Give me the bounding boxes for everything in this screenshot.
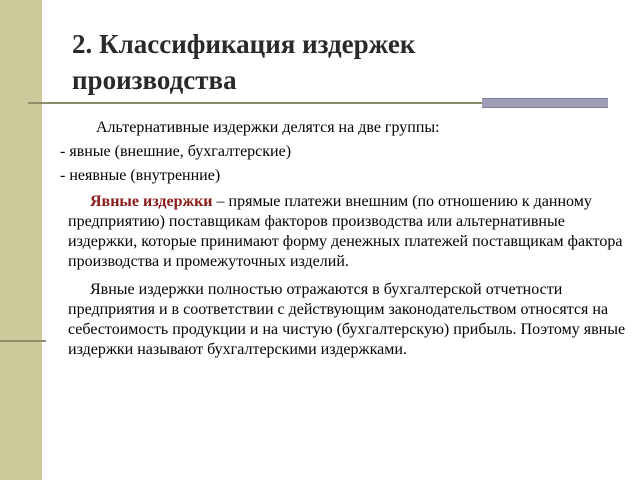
side-decoration-band <box>0 0 42 480</box>
side-decoration-line <box>0 340 46 342</box>
title-underline <box>28 102 483 104</box>
title-accent-bar <box>482 98 608 108</box>
intro-text: Альтернативные издержки делятся на две группы: <box>96 119 440 136</box>
group-item-explicit: - явные (внешние, бухгалтерские) <box>60 143 292 160</box>
explicit-costs-term: Явные издержки <box>90 193 213 210</box>
group-item-implicit: - неявные (внутренние) <box>60 167 221 184</box>
slide-title-line-1: 2. Классификация издержек <box>72 29 416 59</box>
slide-title <box>72 26 612 98</box>
slide-body <box>60 118 632 360</box>
slide-title-line-2: производства <box>72 65 237 95</box>
explicit-costs-accounting-paragraph: Явные издержки полностью отражаются в бухгалтерской отчетности предприятия и в соответствии с действующим законодательством относятся на себестоимость продукции и на чистую (бухгалтерскую) прибыль. Поэтому явные издержки называют бухгалтерскими издержками. <box>68 281 626 358</box>
explicit-costs-text: – прямые платежи внешним (по отношению к данному предприятию) поставщикам факторов производства или альтернативные издержки, которые принимают форму денежных платежей поставщикам фактора производства и промежуточных изделий. <box>68 193 623 270</box>
explicit-costs-definition <box>68 192 632 272</box>
